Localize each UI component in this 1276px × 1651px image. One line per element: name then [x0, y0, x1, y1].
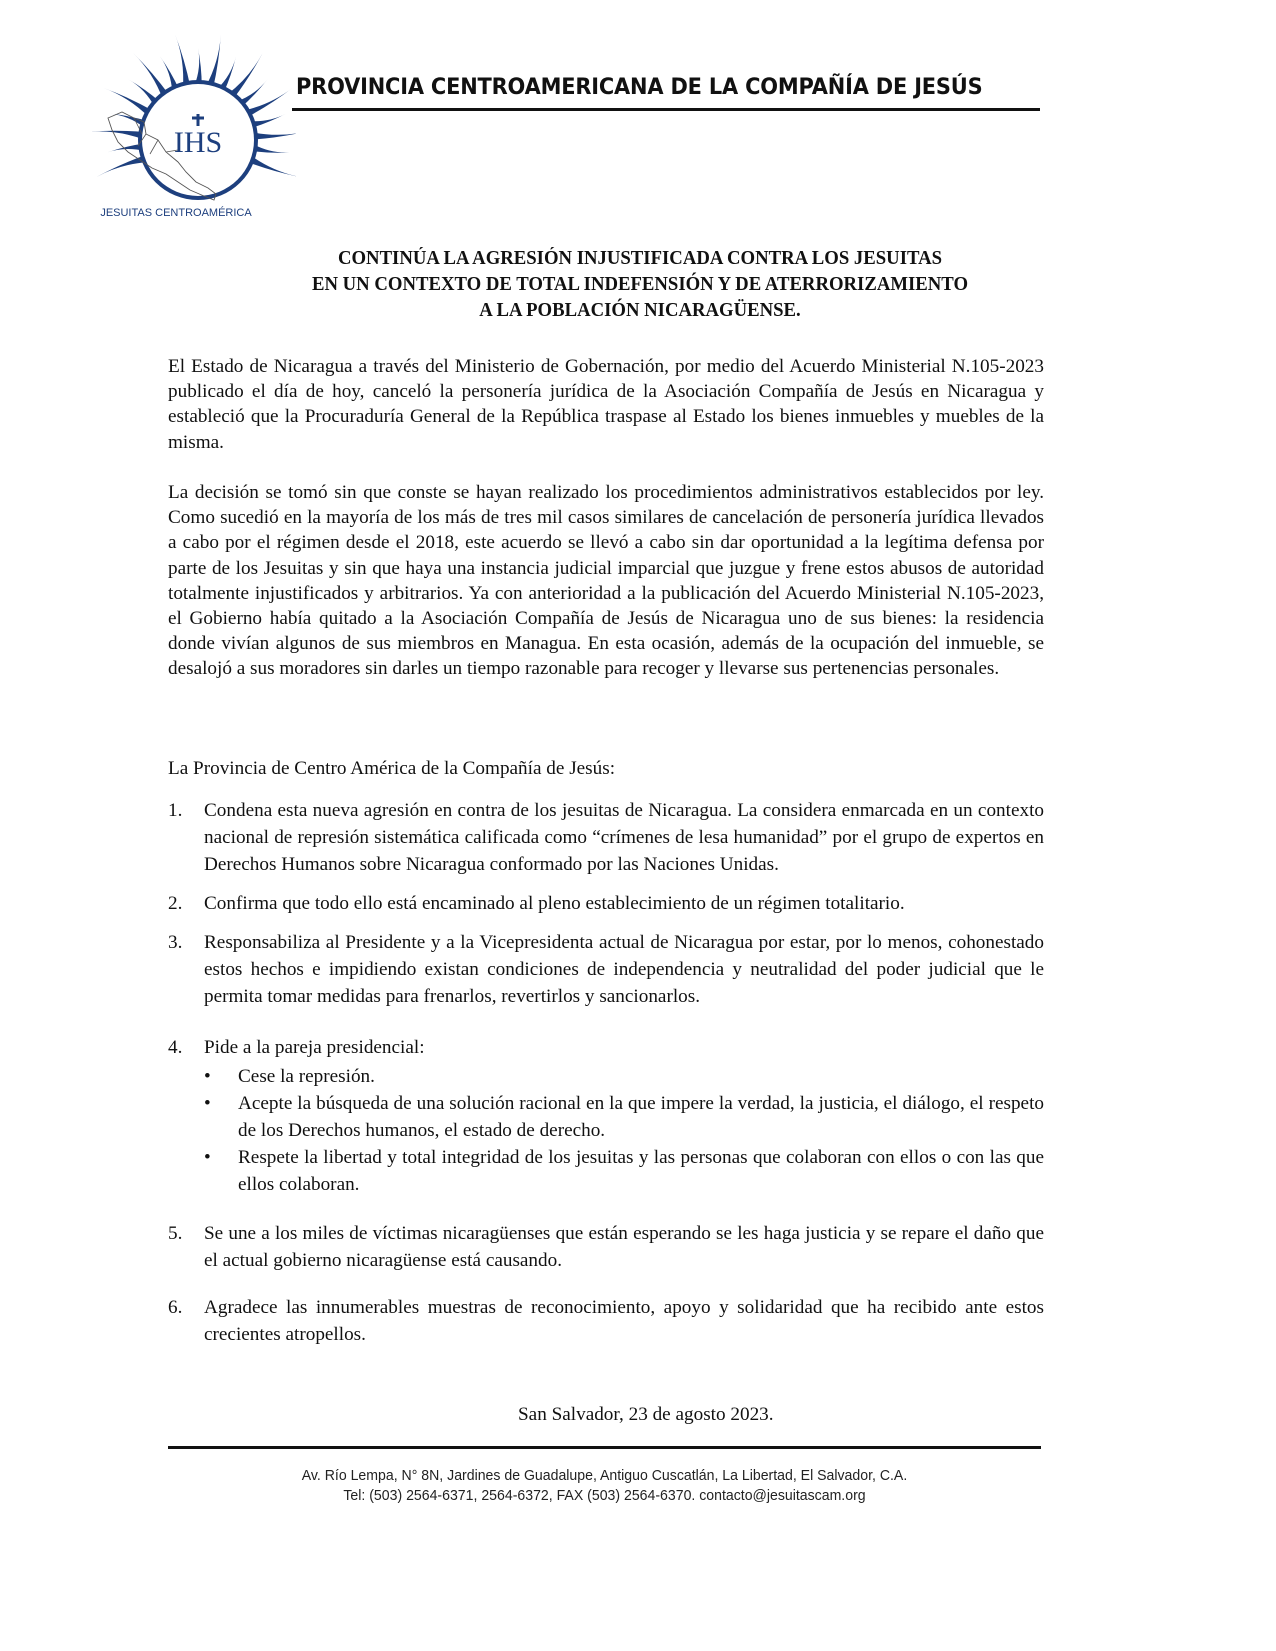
header-divider [292, 108, 1040, 111]
ihs-monogram: IHS [173, 126, 223, 159]
list-item [168, 1220, 1044, 1274]
sun-ray [90, 131, 144, 140]
bullet-text: Acepte la búsqueda de una solución racional en la que impere la verdad, la justicia, el diálogo, el respeto de los Derechos humanos, el estado de derecho. [238, 1093, 1044, 1141]
bullet-item [204, 1144, 1044, 1198]
organization-title: PROVINCIA CENTROAMERICANA DE LA COMPAÑÍA DE JESÚS [296, 74, 983, 100]
item-number: 2. [168, 893, 183, 914]
bullet-list [204, 1063, 1044, 1198]
bullet-item [204, 1063, 1044, 1090]
numbered-list [168, 797, 1044, 1348]
sun-ray [175, 34, 190, 88]
bullet-text: Cese la represión. [238, 1066, 375, 1087]
list-item [168, 1034, 1044, 1198]
item-text: Responsabiliza al Presidente y a la Vicepresidenta actual de Nicaragua por estar, por lo menos, cohonestado estos hechos e impidiendo existan condiciones de independencia y neutralidad del poder judicial que le permita tomar medidas para frenarlos, revertirlos y sancionarlos. [204, 932, 1044, 1007]
sun-ray [251, 132, 296, 140]
item-text: Se une a los miles de víctimas nicaragüenses que están esperando se les haga justicia y se repare el daño que el actual gobierno nicaragüense está causando. [204, 1223, 1044, 1271]
sun-ihs-emblem-icon [86, 22, 296, 222]
item-number: 5. [168, 1223, 183, 1244]
headline [170, 246, 1111, 324]
bullet-icon: • [204, 1147, 211, 1168]
footer-divider [168, 1446, 1041, 1449]
list-item [168, 890, 1044, 917]
headline-line-1: CONTINÚA LA AGRESIÓN INJUSTIFICADA CONTRA LOS JESUITAS [337, 248, 943, 269]
footer-contact: Tel: (503) 2564-6371, 2564-6372, FAX (503) 2564-6370. contacto@jesuitascam.org [343, 1487, 866, 1504]
item-text: Pide a la pareja presidencial: [204, 1037, 425, 1058]
item-number: 3. [168, 932, 183, 953]
bullet-item [204, 1090, 1044, 1144]
item-number: 6. [168, 1297, 183, 1318]
bullet-icon: • [204, 1093, 211, 1114]
item-text: Agradece las innumerables muestras de reconocimiento, apoyo y solidaridad que ha recibido ante estos crecientes atropellos. [204, 1297, 1044, 1345]
paragraph-2: La decisión se tomó sin que conste se hayan realizado los procedimientos administrativos establecidos por ley. Como sucedió en la mayoría de los más de tres mil casos similares de cancelación de personería jurídica llevados a cabo por el régimen desde el 2018, este acuerdo se llevó a cabo sin dar oportunidad a la legítima defensa por parte de los Jesuitas y sin que haya una instancia judicial imparcial que juzgue y frene estos abusos de autoridad totalmente injustificados y arbitrarios. Ya con anterioridad a la publicación del Acuerdo Ministerial N.105-2023, el Gobierno había quitado a la Asociación Compañía de Jesús de Nicaragua uno de sus bienes: la residencia donde vivían algunos de sus miembros en Managua. En esta ocasión, además de la ocupación del inmueble, se desalojó a sus moradores sin darles un tiempo razonable para recoger y llevarse sus pertenencias personales. [168, 482, 1044, 680]
item-number: 4. [168, 1037, 183, 1058]
logo-caption: JESUITAS CENTROAMÉRICA [100, 207, 252, 219]
sun-ray [206, 34, 221, 88]
jesuitas-logo [86, 22, 296, 222]
list-item [168, 929, 1044, 1010]
footer-address: Av. Río Lempa, N° 8N, Jardines de Guadalupe, Antiguo Cuscatlán, La Libertad, El Salvador, C.A. [301, 1467, 908, 1484]
list-item [168, 1294, 1044, 1348]
item-text: Confirma que todo ello está encaminado al pleno establecimiento de un régimen totalitario. [204, 893, 905, 914]
footer [194, 1466, 1015, 1506]
bullet-text: Respete la libertad y total integridad de los jesuitas y las personas que colaboran con ellos o con las que ellos colaboran. [238, 1147, 1044, 1195]
headline-line-2: EN UN CONTEXTO DE TOTAL INDEFENSIÓN Y DE ATERRORIZAMIENTO [311, 274, 969, 295]
place-and-date: San Salvador, 23 de agosto 2023. [518, 1404, 774, 1425]
paragraph-1: El Estado de Nicaragua a través del Ministerio de Gobernación, por medio del Acuerdo Ministerial N.105-2023 publicado el día de hoy, canceló la personería jurídica de la Asociación Compañía de Jesús en Nicaragua y estableció que la Procuraduría General de la República traspase al Estado los bienes inmuebles y muebles de la misma. [168, 356, 1044, 453]
headline-line-3: A LA POBLACIÓN NICARAGÜENSE. [479, 300, 801, 321]
bullet-icon: • [204, 1066, 211, 1087]
paragraph-intro: La Provincia de Centro América de la Compañía de Jesús: [168, 758, 616, 779]
item-text: Condena esta nueva agresión en contra de los jesuitas de Nicaragua. La considera enmarcada en un contexto nacional de represión sistemática calificada como “crímenes de lesa humanidad” por el grupo de expertos en Derechos Humanos sobre Nicaragua conformado por las Naciones Unidas. [204, 800, 1044, 875]
item-number: 1. [168, 800, 183, 821]
list-item [168, 797, 1044, 878]
